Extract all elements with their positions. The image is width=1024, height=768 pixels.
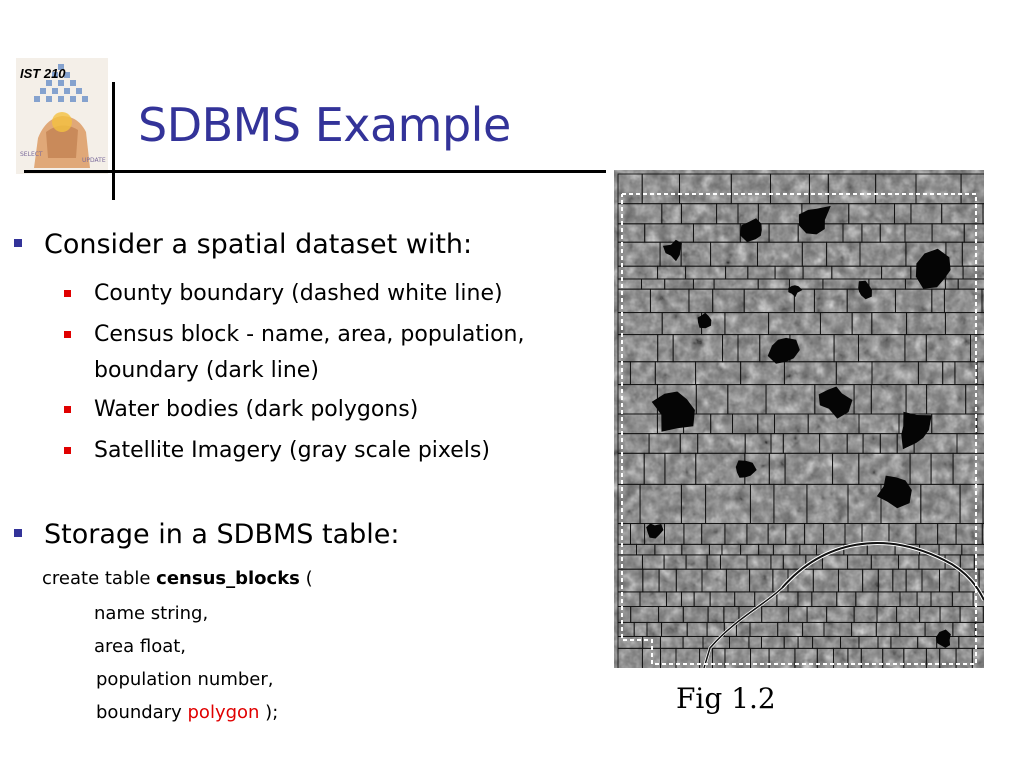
code-line-1 — [42, 568, 313, 589]
code-open-paren: ( — [299, 568, 313, 589]
sub-bullet-1-text: County boundary (dashed white line) — [94, 281, 503, 306]
bullet-2-text: Storage in a SDBMS table: — [44, 519, 400, 550]
bullet-1-text: Consider a spatial dataset with: — [44, 229, 473, 260]
sub-bullet-4-text: Satellite Imagery (gray scale pixels) — [94, 438, 490, 463]
code-close-paren: ); — [259, 702, 279, 723]
code-boundary-column: boundary — [96, 702, 188, 723]
svg-text:UPDATE: UPDATE — [82, 157, 106, 164]
bullet-marker-icon — [14, 239, 22, 247]
code-line-5 — [96, 702, 278, 723]
code-line-3: area float, — [94, 636, 187, 657]
code-line-2: name string, — [94, 603, 209, 624]
bullet-2 — [14, 519, 400, 550]
sub-bullet-2 — [64, 317, 594, 389]
slide-title: SDBMS Example — [138, 98, 511, 152]
bullet-1 — [14, 229, 472, 260]
sub-bullet-3 — [64, 392, 604, 428]
figure-caption: Fig 1.2 — [676, 682, 776, 715]
sub-bullet-1 — [64, 276, 604, 312]
code-keyword-create: create table — [42, 568, 157, 589]
code-line-4: population number, — [96, 669, 274, 690]
header-vertical-rule — [112, 82, 115, 200]
logo-label: IST 210 — [20, 66, 66, 81]
code-polygon-type: polygon — [187, 702, 260, 723]
sub-bullet-marker-icon — [64, 331, 71, 338]
sub-bullet-marker-icon — [64, 447, 71, 454]
header-horizontal-rule — [24, 170, 606, 173]
sub-bullet-marker-icon — [64, 290, 71, 297]
sub-bullet-3-text: Water bodies (dark polygons) — [94, 397, 419, 422]
sub-bullet-4 — [64, 433, 604, 469]
svg-text:SELECT: SELECT — [20, 151, 43, 158]
bullet-marker-icon — [14, 529, 22, 537]
sub-bullet-marker-icon — [64, 406, 71, 413]
census-satellite-map — [614, 170, 984, 668]
sub-bullet-2-text: Census block - name, area, population, boundary (dark line) — [94, 322, 525, 383]
code-table-name: census_blocks — [156, 568, 300, 589]
